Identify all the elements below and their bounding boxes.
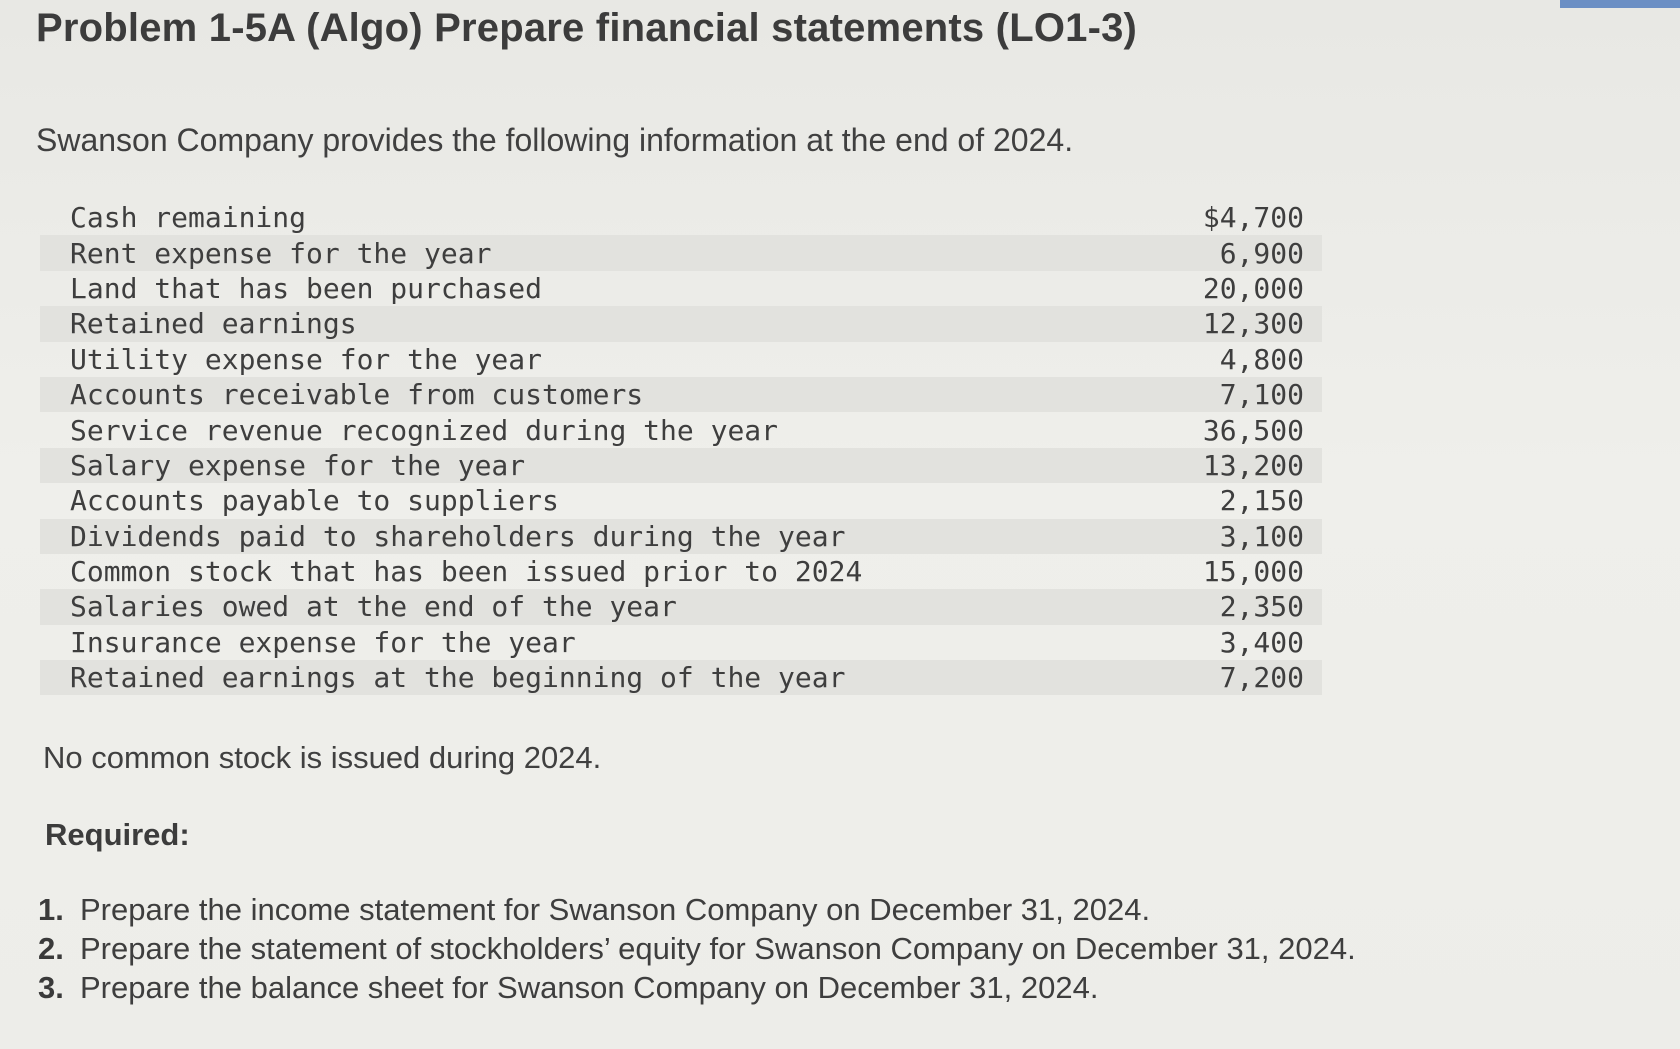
item-label: Common stock that has been issued prior to 2024 bbox=[70, 555, 863, 589]
item-label: Retained earnings bbox=[40, 306, 1054, 341]
item-amount: 13,200 bbox=[1054, 448, 1322, 483]
item-amount: 3,400 bbox=[1219, 625, 1304, 659]
item-amount: 36,500 bbox=[1202, 413, 1304, 447]
item-label: Salary expense for the year bbox=[40, 448, 1054, 483]
item-amount: $4,700 bbox=[1202, 201, 1304, 235]
table-row bbox=[40, 412, 1322, 447]
list-item bbox=[38, 890, 1356, 929]
item-label: Accounts payable to suppliers bbox=[70, 484, 559, 518]
top-accent-bar bbox=[1560, 0, 1680, 8]
item-label: Land that has been purchased bbox=[70, 271, 543, 305]
required-heading: Required: bbox=[45, 817, 190, 852]
table-row bbox=[40, 271, 1322, 306]
note-text: No common stock is issued during 2024. bbox=[43, 740, 602, 775]
requirement-text: Prepare the balance sheet for Swanson Company on December 31, 2024. bbox=[80, 970, 1099, 1005]
item-label: Dividends paid to shareholders during the year bbox=[40, 519, 1054, 554]
list-item bbox=[38, 968, 1356, 1007]
table-row bbox=[40, 589, 1322, 624]
item-amount: 7,200 bbox=[1054, 660, 1322, 695]
item-amount: 3,100 bbox=[1054, 519, 1322, 554]
requirements-list bbox=[38, 890, 1356, 1007]
item-label: Service revenue recognized during the year bbox=[70, 413, 779, 447]
item-label: Accounts receivable from customers bbox=[40, 377, 1054, 412]
item-label: Utility expense for the year bbox=[70, 342, 543, 376]
item-amount: 2,350 bbox=[1054, 589, 1322, 624]
item-amount: 4,800 bbox=[1219, 342, 1304, 376]
item-amount: 20,000 bbox=[1202, 271, 1304, 305]
financial-data-table bbox=[40, 200, 1322, 695]
table-row bbox=[40, 554, 1322, 589]
problem-title: Problem 1-5A (Algo) Prepare financial statements (LO1-3) bbox=[36, 6, 1138, 50]
requirement-number: 1. bbox=[38, 892, 64, 927]
table-row bbox=[40, 660, 1322, 695]
table-row bbox=[40, 235, 1322, 270]
table-row bbox=[40, 625, 1322, 660]
requirement-number: 2. bbox=[38, 931, 64, 966]
item-label: Insurance expense for the year bbox=[70, 625, 576, 659]
table-row bbox=[40, 342, 1322, 377]
table-row bbox=[40, 448, 1322, 483]
item-amount: 7,100 bbox=[1054, 377, 1322, 412]
item-label: Retained earnings at the beginning of the year bbox=[40, 660, 1054, 695]
item-label: Cash remaining bbox=[70, 201, 307, 235]
item-amount: 6,900 bbox=[1054, 235, 1322, 270]
requirement-text: Prepare the income statement for Swanson Company on December 31, 2024. bbox=[80, 892, 1151, 927]
table-row bbox=[40, 306, 1322, 341]
list-item bbox=[38, 929, 1356, 968]
requirement-text: Prepare the statement of stockholders’ equity for Swanson Company on December 31, 2024. bbox=[80, 931, 1356, 966]
item-label: Salaries owed at the end of the year bbox=[40, 589, 1054, 624]
table-row bbox=[40, 377, 1322, 412]
table-row bbox=[40, 483, 1322, 518]
table-row bbox=[40, 519, 1322, 554]
item-amount: 15,000 bbox=[1202, 555, 1304, 589]
table-row bbox=[40, 200, 1322, 235]
item-amount: 12,300 bbox=[1054, 306, 1322, 341]
item-amount: 2,150 bbox=[1219, 484, 1304, 518]
item-label: Rent expense for the year bbox=[40, 235, 1054, 270]
requirement-number: 3. bbox=[38, 970, 64, 1005]
intro-text: Swanson Company provides the following information at the end of 2024. bbox=[36, 122, 1074, 158]
